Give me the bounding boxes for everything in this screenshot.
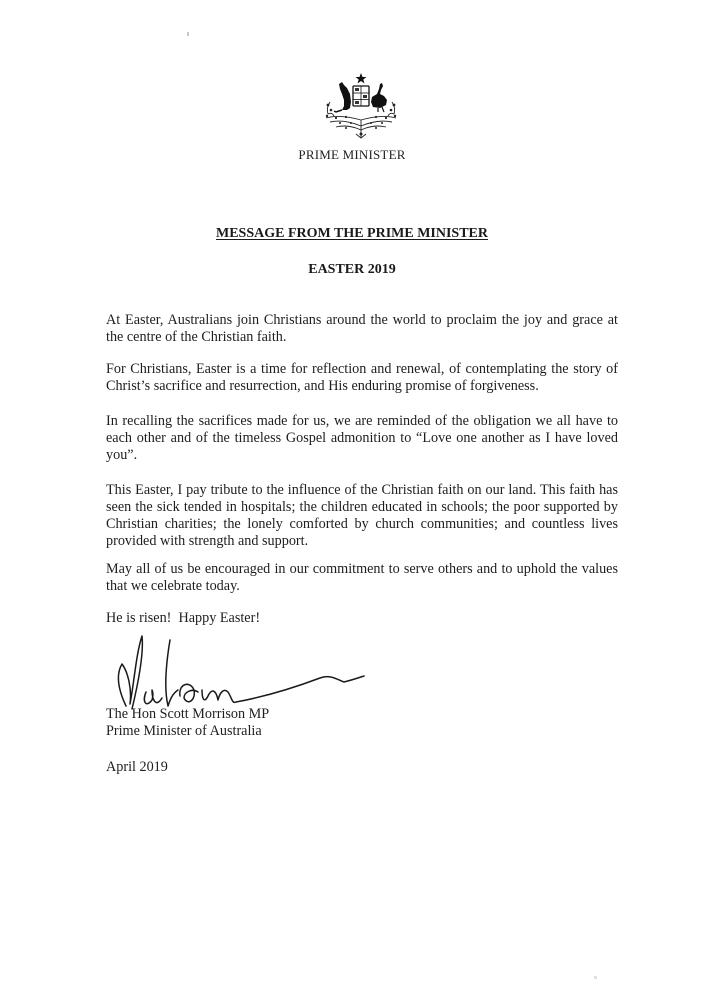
document-title <box>0 226 704 242</box>
signature-icon <box>108 634 368 714</box>
document-subtitle: EASTER 2019 <box>308 262 396 277</box>
scan-mark <box>187 32 189 36</box>
signatory-title: Prime Minister of Australia <box>106 723 262 739</box>
closing-line: He is risen! Happy Easter! <box>106 610 261 626</box>
coat-of-arms-icon <box>320 72 402 142</box>
signatory-name: The Hon Scott Morrison MP <box>106 706 270 722</box>
scan-mark <box>594 976 597 979</box>
paragraph: May all of us be encouraged in our commitment to serve others and to uphold the values that we celebrate today. <box>106 561 618 594</box>
paragraph: In recalling the sacrifices made for us, we are reminded of the obligation we all have to each other and of the timeless Gospel admonition to “Love one another as I have loved you”. <box>106 413 618 463</box>
document-title-text: MESSAGE FROM THE PRIME MINISTER <box>216 226 488 241</box>
letterhead-office: PRIME MINISTER <box>298 147 406 162</box>
paragraph: For Christians, Easter is a time for reflection and renewal, of contemplating the story of Christ’s sacrifice and resurrection, and His enduring promise of forgiveness. <box>106 361 618 394</box>
document-date: April 2019 <box>106 759 168 775</box>
paragraph: At Easter, Australians join Christians around the world to proclaim the joy and grace at the centre of the Christian faith. <box>106 312 618 345</box>
paragraph: This Easter, I pay tribute to the influence of the Christian faith on our land. This faith has seen the sick tended in hospitals; the children educated in schools; the poor supported by Christian charities; the lonely comforted by church communities; and countless lives provided with strength and support. <box>106 482 618 549</box>
